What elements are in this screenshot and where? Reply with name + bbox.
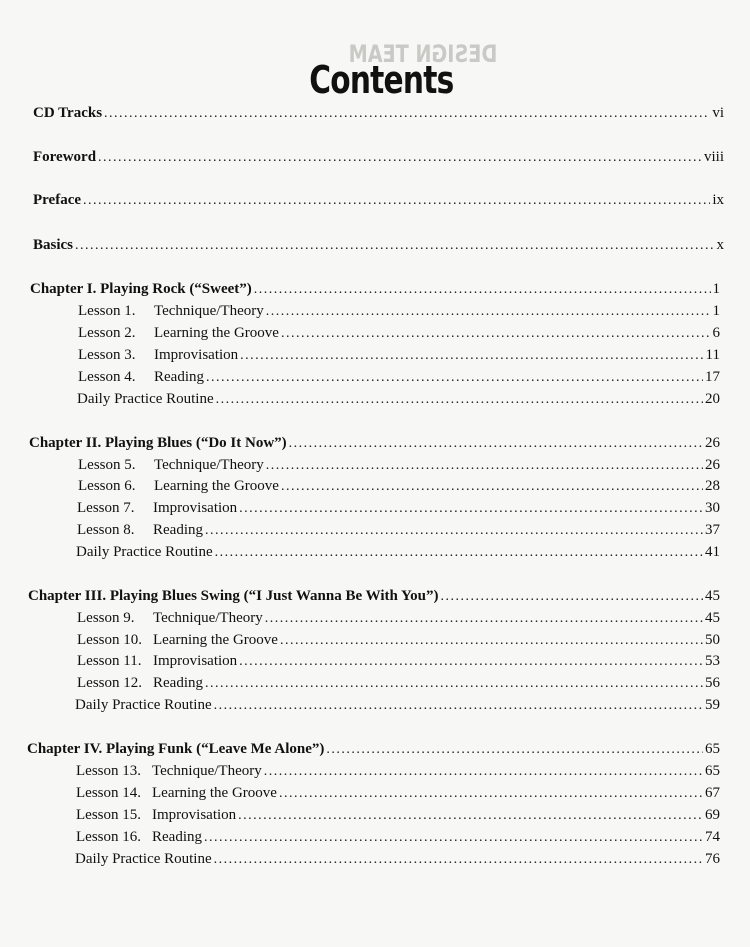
toc-entry-label: Preface: [33, 192, 82, 208]
toc-section-row: [33, 191, 724, 210]
toc-entry-label: [76, 762, 262, 780]
toc-entry-label: Foreword: [33, 149, 97, 165]
dot-leader: [279, 785, 703, 803]
toc-page-number: 26: [705, 435, 720, 451]
toc-lesson-row: [78, 456, 720, 475]
lesson-number: Lesson 10.: [77, 632, 142, 648]
lesson-number: Lesson 6.: [78, 478, 136, 494]
toc-entry-label: [76, 806, 236, 824]
toc-section-row: [33, 148, 724, 167]
toc-page-number: 67: [705, 785, 720, 801]
dot-leader: [254, 281, 711, 299]
toc-entry-label: [76, 784, 277, 802]
toc-entry-label: Chapter IV. Playing Funk (“Leave Me Alone”): [27, 741, 325, 757]
toc-page-number: 74: [705, 829, 720, 845]
lesson-number: Lesson 14.: [76, 785, 141, 801]
dot-leader: [441, 588, 703, 606]
lesson-number: Lesson 13.: [76, 763, 141, 779]
toc-entry-label: [78, 324, 279, 342]
lesson-title: Reading: [153, 522, 203, 538]
toc-entry-label: [78, 456, 264, 474]
lesson-number: Lesson 4.: [78, 369, 136, 385]
toc-entry-label: Daily Practice Routine: [75, 851, 212, 867]
dot-leader: [205, 522, 703, 540]
toc-lesson-row: [76, 784, 720, 803]
toc-entry-label: Daily Practice Routine: [76, 544, 213, 560]
toc-lesson-row: [78, 302, 720, 321]
lesson-title: Learning the Groove: [154, 325, 279, 341]
lesson-title: Learning the Groove: [153, 632, 278, 648]
lesson-title: Improvisation: [152, 807, 237, 823]
dot-leader: [75, 237, 714, 255]
toc-entry-label: [78, 302, 264, 320]
toc-routine-row: [77, 390, 720, 409]
dot-leader: [240, 347, 703, 365]
toc-page-number: 11: [705, 347, 720, 363]
lesson-title: Improvisation: [153, 653, 238, 669]
dot-leader: [266, 457, 703, 475]
toc-page-number: 17: [705, 369, 720, 385]
bleed-through-heading: DESIGN TEAM: [348, 40, 498, 68]
lesson-number: Lesson 15.: [76, 807, 141, 823]
lesson-number: Lesson 11.: [77, 653, 142, 669]
lesson-title: Technique/Theory: [152, 763, 262, 779]
lesson-number: Lesson 12.: [77, 675, 142, 691]
toc-page-number: 41: [705, 544, 720, 560]
toc-page-number: 37: [705, 522, 720, 538]
lesson-number: Lesson 3.: [78, 347, 136, 363]
toc-entry-label: [77, 499, 237, 517]
toc-lesson-row: [77, 499, 720, 518]
toc-entry-label: Chapter II. Playing Blues (“Do It Now”): [29, 435, 287, 451]
lesson-number: Lesson 16.: [76, 829, 141, 845]
toc-entry-label: Daily Practice Routine: [75, 697, 212, 713]
dot-leader: [206, 369, 703, 387]
dot-leader: [326, 741, 703, 759]
dot-leader: [104, 105, 710, 123]
toc-entry-label: Daily Practice Routine: [77, 391, 214, 407]
toc-entry-label: [77, 631, 278, 649]
lesson-title: Learning the Groove: [152, 785, 277, 801]
toc-page-number: ix: [712, 192, 724, 208]
toc-chapter-row: [27, 740, 720, 759]
toc-page-number: 65: [705, 741, 720, 757]
dot-leader: [281, 325, 711, 343]
lesson-title: Reading: [154, 369, 204, 385]
toc-page-number: 56: [705, 675, 720, 691]
toc-page-number: 53: [705, 653, 720, 669]
toc-entry-label: [76, 828, 202, 846]
toc-entry-label: [78, 368, 204, 386]
dot-leader: [280, 632, 703, 650]
toc-lesson-row: [76, 828, 720, 847]
toc-entry-label: [77, 674, 203, 692]
toc-entry-label: [77, 609, 263, 627]
toc-lesson-row: [77, 609, 720, 628]
dot-leader: [281, 478, 703, 496]
lesson-title: Reading: [153, 675, 203, 691]
lesson-number: Lesson 5.: [78, 457, 136, 473]
dot-leader: [204, 829, 703, 847]
toc-page-number: 59: [705, 697, 720, 713]
lesson-number: Lesson 7.: [77, 500, 135, 516]
toc-lesson-row: [78, 368, 720, 387]
lesson-number: Lesson 8.: [77, 522, 135, 538]
toc-page-number: 26: [705, 457, 720, 473]
dot-leader: [98, 149, 702, 167]
lesson-title: Technique/Theory: [153, 610, 263, 626]
toc-page-number: 45: [705, 588, 720, 604]
toc-chapter-row: [30, 280, 720, 299]
dot-leader: [265, 610, 703, 628]
toc-lesson-row: [78, 477, 720, 496]
toc-page-number: 69: [705, 807, 720, 823]
toc-entry-label: Basics: [33, 237, 74, 253]
toc-routine-row: [75, 696, 720, 715]
toc-lesson-row: [77, 652, 720, 671]
dot-leader: [239, 500, 703, 518]
toc-page-number: 45: [705, 610, 720, 626]
toc-page-number: 50: [705, 632, 720, 648]
lesson-title: Improvisation: [154, 347, 239, 363]
lesson-title: Technique/Theory: [154, 457, 264, 473]
toc-entry-label: Chapter III. Playing Blues Swing (“I Just Wanna Be With You”): [28, 588, 439, 604]
toc-lesson-row: [78, 324, 720, 343]
toc-section-row: [33, 236, 724, 255]
toc-lesson-row: [77, 521, 720, 540]
toc-page-number: 6: [712, 325, 720, 341]
lesson-number: Lesson 1.: [78, 303, 136, 319]
dot-leader: [266, 303, 711, 321]
toc-page-number: 65: [705, 763, 720, 779]
toc-entry-label: Chapter I. Playing Rock (“Sweet”): [30, 281, 252, 297]
toc-entry-label: [78, 477, 279, 495]
toc-page-number: 1: [712, 281, 720, 297]
lesson-title: Learning the Groove: [154, 478, 279, 494]
toc-chapter-row: [28, 587, 720, 606]
toc-lesson-row: [78, 346, 720, 365]
lesson-title: Technique/Theory: [154, 303, 264, 319]
lesson-number: Lesson 2.: [78, 325, 136, 341]
toc-page-number: x: [716, 237, 724, 253]
page-title: Contents: [309, 58, 454, 102]
toc-entry-label: [78, 346, 238, 364]
dot-leader: [238, 807, 703, 825]
toc-lesson-row: [77, 631, 720, 650]
toc-entry-label: [77, 521, 203, 539]
toc-page-number: 1: [712, 303, 720, 319]
toc-lesson-row: [76, 806, 720, 825]
dot-leader: [289, 435, 703, 453]
toc-lesson-row: [77, 674, 720, 693]
toc-entry-label: [77, 652, 237, 670]
toc-page-number: viii: [703, 149, 724, 165]
dot-leader: [205, 675, 703, 693]
dot-leader: [216, 391, 703, 409]
toc-entry-label: CD Tracks: [33, 105, 103, 121]
lesson-title: Reading: [152, 829, 202, 845]
dot-leader: [214, 697, 703, 715]
toc-page-number: 76: [705, 851, 720, 867]
lesson-title: Improvisation: [153, 500, 238, 516]
dot-leader: [214, 851, 703, 869]
toc-page-number: 20: [705, 391, 720, 407]
dot-leader: [264, 763, 703, 781]
lesson-number: Lesson 9.: [77, 610, 135, 626]
toc-routine-row: [75, 850, 720, 869]
toc-page-number: 30: [705, 500, 720, 516]
toc-lesson-row: [76, 762, 720, 781]
toc-page-number: 28: [705, 478, 720, 494]
toc-chapter-row: [29, 434, 720, 453]
toc-page-number: vi: [712, 105, 724, 121]
dot-leader: [215, 544, 703, 562]
toc-routine-row: [76, 543, 720, 562]
toc-section-row: [33, 104, 724, 123]
dot-leader: [83, 192, 710, 210]
dot-leader: [239, 653, 703, 671]
